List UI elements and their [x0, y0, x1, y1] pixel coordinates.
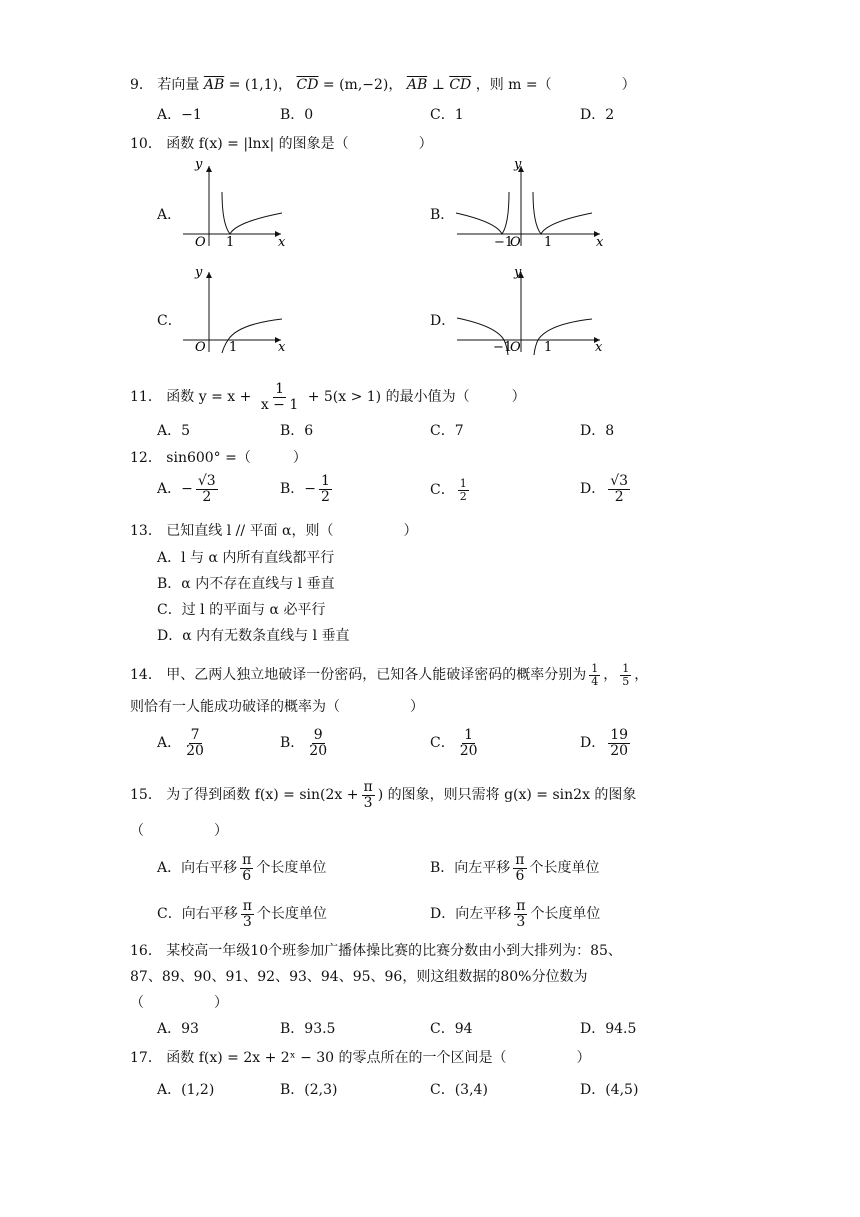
stem-text: 某校高一年级10个班参加广播体操比赛的比赛分数由小到大排列为：85、	[166, 943, 622, 959]
denominator: 20	[309, 742, 328, 759]
numerator: √3	[610, 473, 629, 489]
origin-label: O	[510, 340, 521, 355]
option-a[interactable]: A．93	[157, 1021, 199, 1037]
option-c[interactable]: C．过 l 的平面与 α 必平行	[157, 602, 326, 618]
question-number: 17．	[130, 1050, 162, 1066]
numerator: 1	[275, 381, 284, 397]
numerator: 1	[622, 661, 630, 675]
option-text: 个长度单位	[256, 906, 327, 923]
option-label: A．	[157, 481, 182, 498]
denominator: 20	[610, 742, 629, 759]
option-b[interactable]: B．α 内不存在直线与 l 垂直	[157, 576, 335, 592]
fraction	[514, 899, 527, 929]
minus-sign: −	[181, 481, 193, 498]
question-14-line2: 则恰有一人能成功破译的概率为（ ）	[130, 699, 424, 715]
question-number: 15．	[130, 787, 162, 803]
tick-label: 1	[226, 235, 235, 250]
vector-ab: $\overline{AB}$	[203, 77, 225, 93]
numerator: π	[363, 778, 373, 795]
fraction	[241, 899, 254, 929]
tick-label-neg: −1	[494, 235, 514, 250]
numerator: π	[242, 852, 252, 868]
option-text: B．向左平移	[430, 860, 511, 877]
stem-text: 甲、乙两人独立地破译一份密码，已知各人能破译密码的概率分别为	[166, 667, 587, 683]
fraction	[513, 853, 526, 883]
numerator: π	[242, 898, 252, 914]
denominator: 2	[459, 489, 467, 503]
question-16-line2: 87、89、90、91、92、93、94、95、96，则这组数据的80%分位数为	[130, 969, 588, 985]
option-d[interactable]: D．(4,5)	[580, 1082, 639, 1098]
option-b[interactable]	[280, 728, 332, 758]
option-d-label[interactable]: D．	[430, 313, 456, 329]
fraction	[362, 780, 375, 810]
denominator: 2	[321, 488, 330, 505]
axis-x-label: x	[595, 340, 603, 355]
numerator: 1	[591, 661, 599, 675]
option-c-label[interactable]: C．	[157, 313, 182, 329]
axis-x-label: x	[596, 235, 604, 250]
stem-text: = (1,1)，	[228, 77, 293, 93]
axis-x-label: x	[278, 340, 286, 355]
numerator: 1	[464, 727, 474, 743]
denominator: 6	[515, 867, 525, 884]
stem-text: 函数 f(x) = 2x + 2ˣ − 30 的零点所在的一个区间是（ ）	[166, 1050, 591, 1066]
option-a[interactable]: A．l 与 α 内所有直线都平行	[157, 550, 335, 566]
denominator: 5	[622, 674, 630, 688]
question-number: 13．	[130, 523, 162, 539]
question-9	[130, 74, 636, 96]
numerator: 9	[313, 727, 323, 743]
option-label: C．	[430, 735, 455, 752]
graph-d[interactable]	[452, 264, 607, 356]
question-14	[130, 660, 648, 690]
axis-x-label: x	[278, 235, 286, 250]
fraction	[608, 474, 630, 504]
numerator: π	[516, 898, 526, 914]
option-label: D．	[580, 481, 606, 498]
question-number: 12．	[130, 450, 162, 466]
option-b[interactable]: B．6	[280, 423, 314, 439]
option-a[interactable]	[157, 853, 326, 883]
stem-text: 为了得到函数 f(x) = sin(2x +	[166, 787, 359, 803]
option-c[interactable]	[430, 478, 472, 502]
fraction	[589, 663, 600, 687]
option-d[interactable]: D．8	[580, 423, 615, 439]
stem-text: ，则 m =（ ）	[475, 77, 636, 93]
tick-label: 1	[229, 340, 238, 355]
denominator: 3	[516, 913, 526, 930]
tick-label: 1	[544, 235, 553, 250]
denominator: x − 1	[260, 396, 299, 413]
question-number: 9．	[130, 77, 153, 93]
minus-sign: −	[304, 481, 317, 498]
axis-y-label: y	[195, 265, 203, 280]
option-text: C．向右平移	[157, 906, 238, 923]
option-d[interactable]: D．94.5	[580, 1021, 637, 1037]
tick-label-neg: −1	[493, 340, 513, 355]
question-12	[130, 447, 307, 469]
denominator: 3	[242, 913, 252, 930]
question-number: 14．	[130, 667, 162, 683]
stem-text: = (m,−2)，	[322, 77, 403, 93]
question-number: 10．	[130, 136, 162, 152]
fraction	[307, 728, 329, 758]
denominator: 2	[614, 488, 624, 505]
separator: ，	[634, 667, 649, 683]
stem-text: 函数 f(x) = |lnx| 的图象是（ ）	[166, 136, 433, 152]
denominator: 3	[363, 794, 373, 811]
graph-b[interactable]	[452, 158, 607, 250]
vector-cd: $\overline{CD}$	[449, 77, 472, 93]
numerator: 19	[610, 727, 629, 743]
option-a[interactable]: A．(1,2)	[157, 1082, 215, 1098]
vector-cd: $\overline{CD}$	[296, 77, 319, 93]
option-d[interactable]	[580, 728, 633, 758]
question-11	[130, 382, 526, 412]
origin-label: O	[195, 340, 206, 355]
numerator: √3	[197, 473, 216, 489]
option-text: 个长度单位	[256, 860, 327, 877]
option-c[interactable]: C．94	[430, 1021, 473, 1037]
option-d[interactable]: D．α 内有无数条直线与 l 垂直	[157, 628, 350, 644]
option-b[interactable]	[280, 474, 335, 504]
denominator: 4	[591, 674, 599, 688]
question-number: 16．	[130, 943, 162, 959]
perp-symbol: ⊥	[431, 77, 445, 93]
option-a[interactable]: A．5	[157, 423, 191, 439]
numerator: 7	[190, 727, 200, 743]
option-d[interactable]	[430, 899, 600, 929]
stem-text: 函数 y = x +	[166, 389, 252, 406]
option-b[interactable]: B．0	[280, 107, 314, 123]
numerator: 1	[459, 477, 467, 490]
stem-text: 已知直线 l // 平面 α，则（ ）	[166, 523, 418, 539]
fraction	[319, 474, 332, 504]
option-b[interactable]: B．93.5	[280, 1021, 336, 1037]
option-d[interactable]	[580, 474, 633, 504]
denominator: 6	[242, 867, 252, 884]
tick-label: 1	[544, 340, 553, 355]
graph-a[interactable]	[178, 158, 298, 250]
fraction	[608, 728, 630, 758]
axis-y-label: y	[514, 265, 522, 280]
vector-ab: $\overline{AB}$	[406, 77, 428, 93]
answer-paren: （ ）	[130, 823, 228, 839]
stem-text: ) 的图象，则只需将 g(x) = sin2x 的图象	[377, 787, 637, 803]
fraction	[240, 853, 253, 883]
denominator: 20	[186, 742, 204, 759]
option-b[interactable]: B．(2,3)	[280, 1082, 338, 1098]
option-c[interactable]: C．1	[430, 107, 464, 123]
question-15	[130, 778, 636, 812]
denominator: 2	[202, 488, 212, 505]
option-label: B．	[280, 481, 305, 498]
option-c[interactable]	[157, 899, 327, 929]
option-text: 个长度单位	[530, 906, 601, 923]
option-c[interactable]: C．7	[430, 423, 464, 439]
axis-y-label: y	[195, 158, 203, 172]
option-a[interactable]: A．−1	[157, 107, 202, 123]
fraction	[458, 728, 480, 758]
question-13	[130, 520, 417, 542]
question-16	[130, 940, 622, 962]
option-c[interactable]: C．(3,4)	[430, 1082, 488, 1098]
separator: ，	[603, 667, 618, 683]
fraction	[620, 663, 631, 687]
denominator: 20	[459, 742, 478, 759]
option-a[interactable]	[157, 728, 209, 758]
numerator: π	[515, 852, 525, 868]
fraction	[259, 382, 300, 412]
option-label: D．	[580, 735, 606, 752]
fraction	[184, 728, 206, 758]
origin-label: O	[195, 235, 206, 250]
option-b[interactable]	[430, 853, 600, 883]
option-text: A．向右平移	[157, 860, 238, 877]
fraction	[458, 478, 469, 502]
stem-text: sin600° =（ ）	[166, 450, 307, 466]
option-label: C．	[430, 482, 455, 499]
numerator: 1	[321, 473, 330, 489]
option-label: B．	[280, 735, 305, 752]
option-text: D．向左平移	[430, 906, 512, 923]
option-text: 个长度单位	[529, 860, 600, 877]
answer-paren: （ ）	[130, 995, 228, 1011]
option-a[interactable]	[157, 474, 221, 504]
question-10	[130, 133, 433, 155]
axis-y-label: y	[514, 158, 522, 172]
question-number: 11．	[130, 389, 162, 406]
question-17	[130, 1047, 591, 1069]
option-a-label[interactable]: A．	[157, 207, 182, 223]
fraction	[196, 474, 218, 504]
option-c[interactable]	[430, 728, 483, 758]
option-b-label[interactable]: B．	[430, 207, 455, 223]
stem-text: 若向量	[157, 77, 200, 93]
graph-c[interactable]	[178, 264, 298, 356]
origin-label: O	[510, 235, 521, 250]
stem-text: + 5(x > 1) 的最小值为（ ）	[307, 389, 526, 406]
option-label: A．	[157, 735, 182, 752]
option-d[interactable]: D．2	[580, 107, 615, 123]
